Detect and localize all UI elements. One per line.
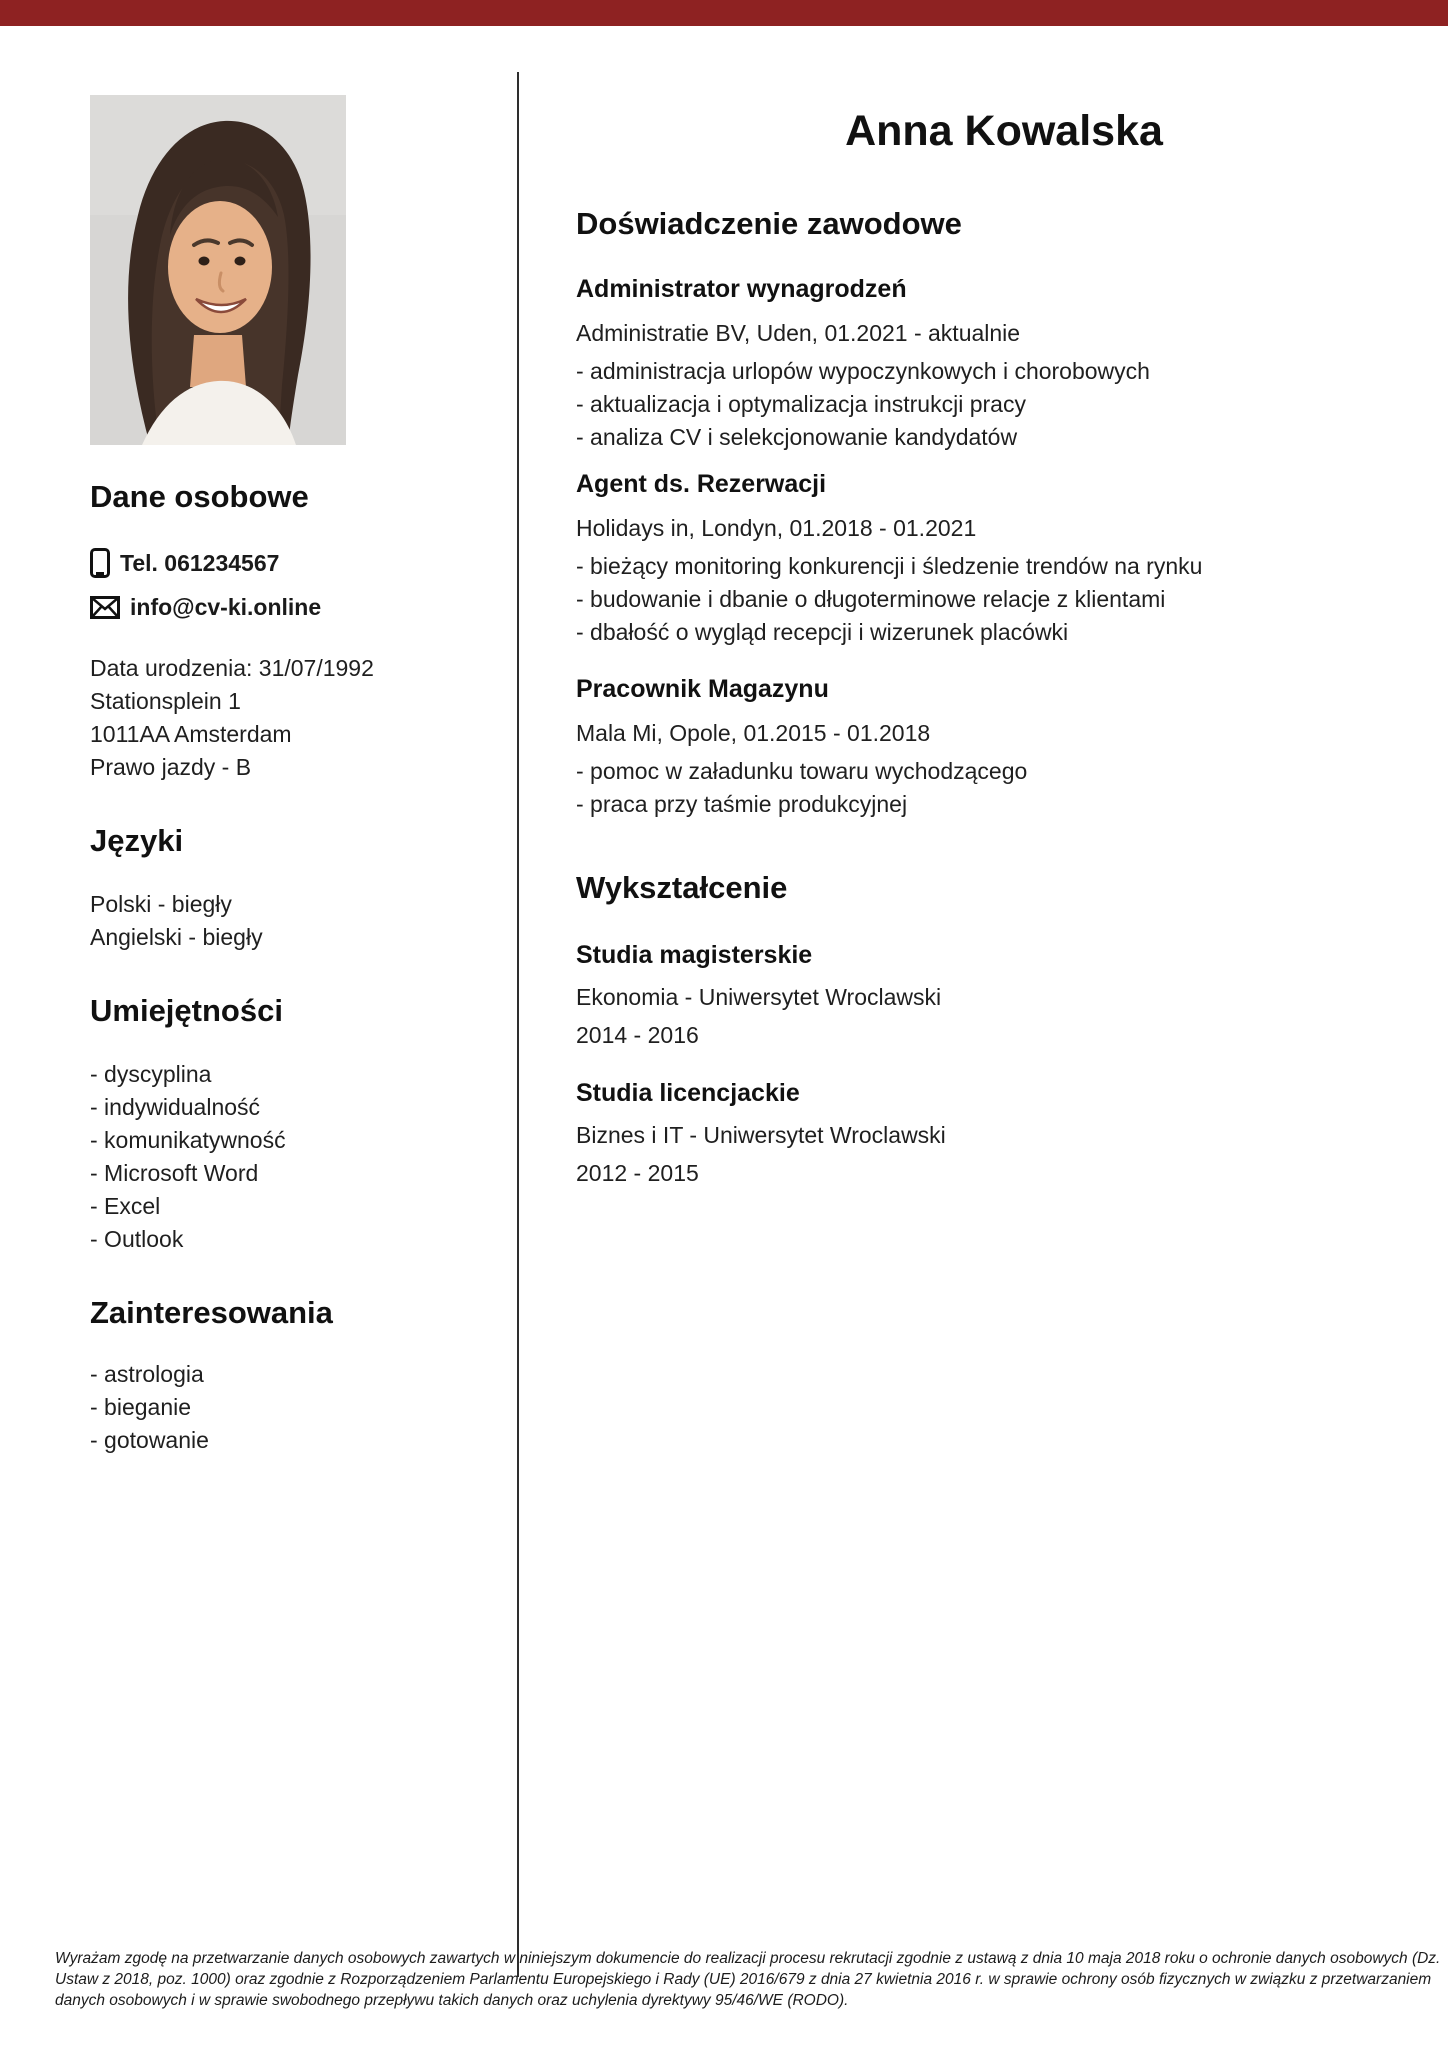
job-meta: Mala Mi, Opole, 01.2015 - 01.2018 (576, 720, 931, 746)
job-bullet: - pomoc w załadunku towaru wychodzącego (576, 758, 1028, 784)
job-title: Administrator wynagrodzeń (576, 275, 907, 303)
personal-detail-item: Prawo jazdy - B (90, 754, 252, 780)
phone-value: Tel. 061234567 (120, 550, 280, 576)
job-bullet: - bieżący monitoring konkurencji i śledzenie trendów na rynku (576, 553, 1203, 579)
job-entry (576, 673, 1432, 821)
personal-detail-item: 1011AA Amsterdam (90, 721, 292, 747)
email-row (90, 590, 510, 624)
candidate-name: Anna Kowalska (845, 107, 1163, 155)
job-bullet: - administracja urlopów wypoczynkowych i chorobowych (576, 358, 1150, 384)
column-divider (517, 72, 519, 1977)
language-item: Polski - biegły (90, 891, 232, 917)
education-entry (576, 939, 1432, 1052)
skill-item: - Microsoft Word (90, 1160, 259, 1186)
interest-item: - bieganie (90, 1394, 192, 1420)
job-entry (576, 468, 1432, 649)
language-item: Angielski - biegły (90, 924, 263, 950)
skills-heading: Umiejętności (90, 993, 283, 1028)
profile-photo (90, 95, 346, 445)
education-line: 2014 - 2016 (576, 1022, 699, 1048)
personal-details-list (90, 652, 510, 784)
phone-row (90, 546, 510, 580)
email-value: info@cv-ki.online (130, 594, 322, 620)
education-entry (576, 1077, 1432, 1190)
interest-item: - gotowanie (90, 1427, 209, 1453)
job-bullets (576, 355, 1432, 454)
job-entry (576, 273, 1432, 454)
job-bullet: - aktualizacja i optymalizacja instrukcji pracy (576, 391, 1026, 417)
personal-detail-item: Stationsplein 1 (90, 688, 241, 714)
education-line: Biznes i IT - Uniwersytet Wroclawski (576, 1122, 946, 1148)
interests-heading: Zainteresowania (90, 1295, 333, 1330)
job-bullet: - budowanie i dbanie o długoterminowe relacje z klientami (576, 586, 1166, 612)
languages-list (90, 888, 510, 954)
job-title: Agent ds. Rezerwacji (576, 470, 827, 498)
phone-icon (90, 548, 110, 578)
job-title: Pracownik Magazynu (576, 675, 829, 703)
languages-heading: Języki (90, 823, 184, 858)
education-heading: Wykształcenie (576, 870, 788, 905)
education-line: Ekonomia - Uniwersytet Wroclawski (576, 984, 942, 1010)
skill-item: - komunikatywność (90, 1127, 286, 1153)
job-meta: Holidays in, Londyn, 01.2018 - 01.2021 (576, 515, 977, 541)
personal-detail-item: Data urodzenia: 31/07/1992 (90, 655, 374, 681)
job-meta: Administratie BV, Uden, 01.2021 - aktualnie (576, 320, 1021, 346)
education-title: Studia licencjackie (576, 1079, 800, 1107)
top-accent-bar (0, 0, 1448, 26)
rodo-consent-note: Wyrażam zgodę na przetwarzanie danych osobowych zawartych w niniejszym dokumencie do realizacji procesu rekrutacji zgodnie z ustawą z dnia 10 maja 2018 roku o ochronie danych osobowych (Dz. Ustaw z 2018, poz. 1000) oraz zgodnie z Rozporządzeniem Parlamentu Europejskiego i Rady (UE) 2016/679 z dnia 27 kwietnia 2016 r. w sprawie ochrony osób fizycznych w związku z przetwarzaniem danych osobowych i w sprawie swobodnego przepływu takich danych oraz uchylenia dyrektywy 95/46/WE (RODO). (55, 1950, 1441, 2009)
skill-item: - indywidualność (90, 1094, 261, 1120)
skills-list (90, 1058, 510, 1256)
job-bullet: - dbałość o wygląd recepcji i wizerunek placówki (576, 619, 1069, 645)
education-line: 2012 - 2015 (576, 1160, 699, 1186)
main-column (576, 85, 1432, 1190)
sidebar (90, 460, 510, 1457)
job-bullets (576, 755, 1432, 821)
job-bullet: - praca przy taśmie produkcyjnej (576, 791, 908, 817)
education-title: Studia magisterskie (576, 941, 813, 969)
job-bullet: - analiza CV i selekcjonowanie kandydatów (576, 424, 1018, 450)
skill-item: - dyscyplina (90, 1061, 212, 1087)
job-bullets (576, 550, 1432, 649)
email-icon (90, 596, 120, 619)
personal-data-heading: Dane osobowe (90, 479, 309, 514)
skill-item: - Excel (90, 1193, 161, 1219)
interests-list (90, 1358, 510, 1457)
skill-item: - Outlook (90, 1226, 184, 1252)
interest-item: - astrologia (90, 1361, 204, 1387)
experience-heading: Doświadczenie zawodowe (576, 206, 962, 241)
